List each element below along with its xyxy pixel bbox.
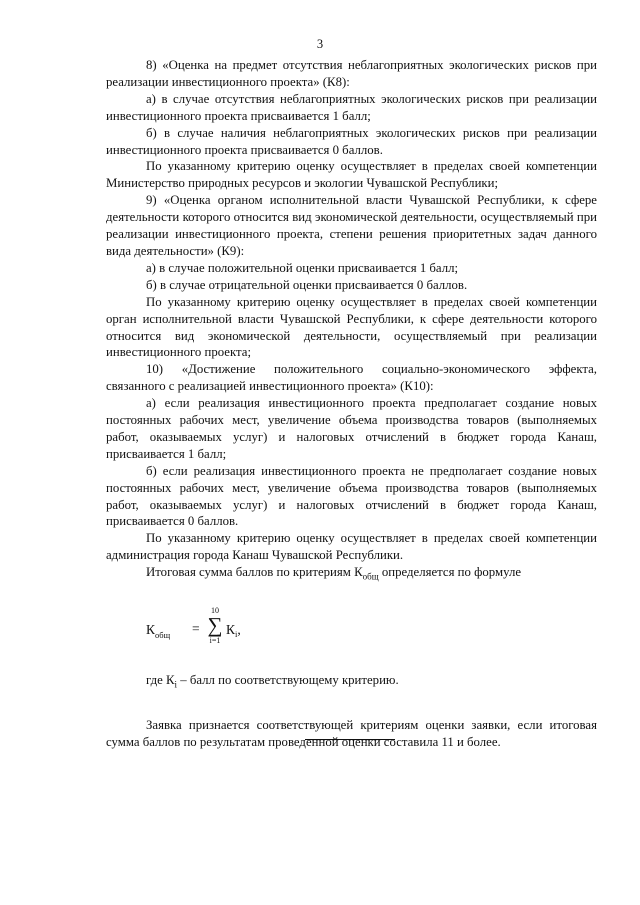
formula-lower-limit: i=1 [209,635,221,645]
paragraph-k8-a: а) в случае отсутствия неблагоприятных экологических рисков при реализации инвестиционного проекта присваивается 1 балл; [106,91,597,123]
formula-term [226,622,241,639]
paragraph-final: Заявка признается соответствующей критериям оценки заявки, если итоговая сумма баллов по результатам проведенной оценки составила 11 и более. [106,718,597,749]
paragraph-k10-authority: По указанному критерию оценку осуществляет в пределах своей компетенции администрация города Канаш Чувашской Республики. [106,531,597,563]
paragraph-k8-b: б) в случае наличия неблагоприятных экологических рисков при реализации инвестиционного проекта присваивается 0 баллов. [106,125,597,157]
paragraph-criterion-8: 8) «Оценка на предмет отсутствия неблагоприятных экологических рисков при реализации инвестиционного проекта» (К8): [106,58,597,89]
total-k-sub: общ [362,571,379,582]
paragraph-k8-authority: По указанному критерию оценку осуществляет в пределах своей компетенции Министерство природных ресурсов и экологии Чувашской Республики; [106,159,597,191]
paragraph-k9-authority: По указанному критерию оценку осуществляет в пределах своей компетенции орган исполнительной власти Чувашской Республики, к сфере деятельности которого относится вид экономической деятельности, осуществляемый при реализации инвестиционного проекта; [106,294,597,360]
formula-term-letter: К [226,621,236,637]
page-number: 3 [316,37,324,51]
paragraph-k9-b: б) в случае отрицательной оценки присваивается 0 баллов. [146,277,468,292]
total-text-after: определяется по формуле [378,565,522,580]
where-after: – балл по соответствующему критерию. [177,672,399,687]
formula-sigma [205,606,225,645]
paragraph-where [106,672,597,693]
document-body [106,57,597,751]
paragraph-criterion-9: 9) «Оценка органом исполнительной власти Чувашской Республики, к сфере деятельности которого относится вид экономической деятельности, осуществляемый при реализации инвестиционного проекта, степени решения приоритетных задач данного вида деятельности» (К9): [106,193,597,258]
formula-trail: , [237,621,241,637]
formula-upper-limit: 10 [211,605,219,615]
end-divider [305,739,395,740]
formula-equals: = [192,620,200,636]
formula-lhs [146,622,170,640]
paragraph-criterion-10: 10) «Достижение положительного социально-экономического эффекта, связанного с реализацией инвестиционного проекта» (К10): [106,362,597,394]
paragraph-total-sum [106,564,597,585]
paragraph-k10-b: б) если реализация инвестиционного проекта не предполагает создание новых постоянных рабочих мест, увеличение объема производства товаров (выполняемых работ, оказываемых услуг) и налоговых отчислений в бюджет города Канаш, присваивается 0 баллов. [106,463,597,529]
paragraph-k9-a: а) в случае положительной оценки присваивается 1 балл; [146,260,459,275]
formula-term-sub: i [235,628,238,639]
total-k: К [354,565,363,580]
sum-formula [106,600,597,662]
total-text-before: Итоговая сумма баллов по критериям [146,565,355,580]
paragraph-k10-a: а) если реализация инвестиционного проекта предполагает создание новых постоянных рабочих мест, увеличение объема производства товаров (выполняемых работ, оказываемых услуг) и налоговых отчислений в бюджет города Канаш, присваивается 1 балл; [106,396,597,461]
sigma-symbol: ∑ [207,612,223,637]
formula-lhs-sub: общ [155,629,171,640]
formula-lhs-letter: К [146,621,156,637]
where-before: где К [146,672,175,687]
where-sub: i [174,679,178,690]
